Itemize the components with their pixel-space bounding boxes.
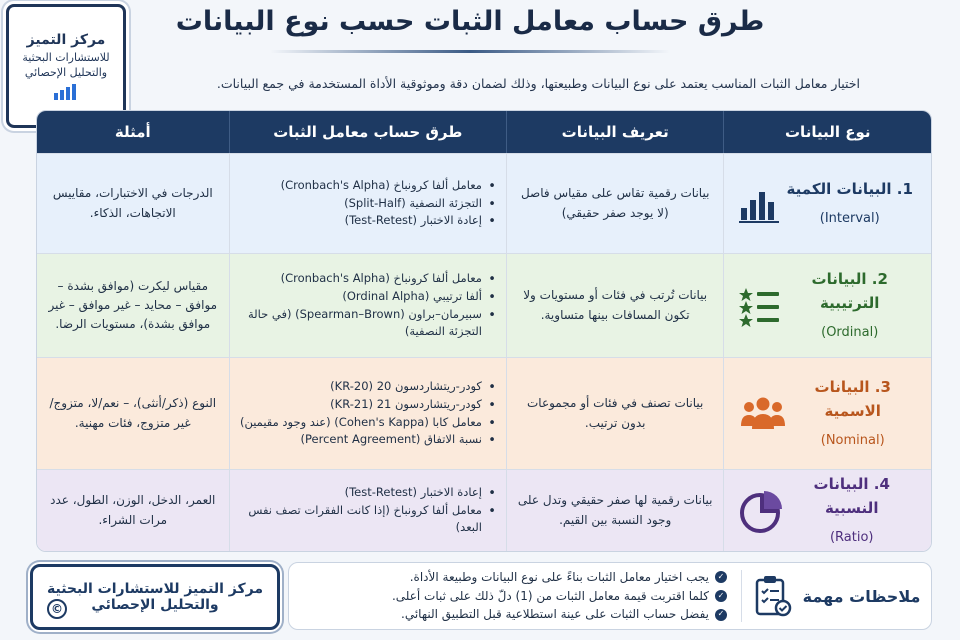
clipboard-check-icon: [753, 574, 793, 618]
methods-cell: [229, 254, 506, 357]
bar-chart-icon: [738, 184, 782, 224]
type-cell-ratio: [723, 470, 931, 551]
check-icon: ✓: [715, 609, 727, 621]
table-row: [37, 253, 931, 357]
method-item: • التجزئة النصفية (Split-Half): [240, 195, 496, 213]
note-item: [392, 605, 727, 624]
type-name: 2. البيانات الترتيبية: [811, 270, 888, 313]
type-name: 1. البيانات الكمية: [786, 180, 913, 199]
examples-cell: [37, 154, 229, 253]
notes-panel: [288, 562, 932, 630]
type-cell-ordinal: [723, 254, 931, 357]
note-text: يفضل حساب الثبات على عينة استطلاعية قبل التطبيق النهائي.: [401, 607, 709, 622]
methods-cell: [229, 358, 506, 469]
type-name: 4. البيانات النسبية: [813, 475, 890, 518]
method-item: • سبيرمان–براون (Spearman–Brown) (في حالة التجزئة النصفية): [240, 306, 496, 342]
header-examples: أمثلة: [114, 123, 151, 141]
pie-chart-icon: [738, 487, 786, 535]
method-item: • معامل ألفا كرونباخ (Cronbach's Alpha): [240, 270, 496, 288]
title-underline: [270, 50, 670, 53]
examples-text: مقياس ليكرت (موافق بشدة – موافق – محايد – غير موافق – غير موافق بشدة)، مستويات الرضا.: [48, 278, 218, 332]
examples-cell: [37, 358, 229, 469]
examples-text: النوع (ذكر/أنثى)، – نعم/لا، متزوج/غير متزوج، فئات مهنية.: [49, 396, 217, 430]
type-cell-interval: [723, 154, 931, 253]
badge-line-3: والتحليل الإحصائي: [24, 65, 108, 79]
header-definition: تعريف البيانات: [506, 111, 724, 153]
method-item: • معامل ألفا كرونباخ (إذا كانت الفقرات تصف نفس البعد): [240, 502, 496, 538]
footer-brand: [30, 564, 280, 630]
table-header: [37, 111, 931, 153]
method-item: • إعادة الاختبار (Test-Retest): [240, 484, 496, 502]
badge-line-1: مركز التميز: [26, 31, 106, 48]
type-name: 3. البيانات الاسمية: [814, 378, 891, 421]
notes-list: [392, 568, 741, 624]
examples-text: الدرجات في الاختبارات، مقاييس الاتجاهات، الذكاء.: [52, 186, 213, 220]
footer-line-2: والتحليل الإحصائي: [91, 597, 219, 613]
method-item: • إعادة الاختبار (Test-Retest): [240, 212, 496, 230]
note-text: يجب اختيار معامل الثبات بناءً على نوع البيانات وطبيعة الأداة.: [409, 570, 709, 585]
note-item: [392, 568, 727, 587]
badge-line-2: للاستشارات البحثية: [22, 50, 110, 64]
type-english: (Nominal): [820, 433, 885, 449]
methods-cell: [229, 154, 506, 253]
examples-cell: [37, 470, 229, 551]
footer-line-1: مركز التميز للاستشارات البحثية: [47, 581, 264, 597]
table-row: [37, 357, 931, 469]
notes-header: [741, 570, 931, 622]
type-english: (Ratio): [829, 530, 874, 546]
definition-cell: بيانات تصنف في فئات أو مجموعات بدون ترتيب.: [506, 358, 724, 469]
notes-title: ملاحظات مهمة: [802, 586, 921, 606]
method-item: • ألفا ترتيبي (Ordinal Alpha): [240, 288, 496, 306]
method-item: • كودر-ريتشاردسون 21 (KR-21): [240, 396, 496, 414]
page-title: طرق حساب معامل الثبات حسب نوع البيانات: [175, 6, 765, 37]
type-english: (Interval): [819, 211, 880, 227]
method-item: • معامل ألفا كرونباخ (Cronbach's Alpha): [240, 177, 496, 195]
method-item: • معامل كابا (Cohen's Kappa) (عند وجود مقيمين): [240, 414, 496, 432]
header-methods: طرق حساب معامل الثبات: [229, 111, 506, 153]
header-type: نوع البيانات: [723, 111, 931, 153]
intro-text: اختيار معامل الثبات المناسب يعتمد على نوع البيانات وطبيعتها، وذلك لضمان دقة وموثوقية الأداة المستخدمة في جمع البيانات.: [216, 76, 860, 91]
check-icon: ✓: [715, 571, 727, 583]
ranked-list-icon: [738, 284, 782, 328]
methods-cell: [229, 470, 506, 551]
definition-cell: بيانات رقمية تقاس على مقياس فاصل (لا يوجد صفر حقيقي): [506, 154, 724, 253]
examples-cell: [37, 254, 229, 357]
table-row: [37, 469, 931, 551]
examples-text: العمر، الدخل، الوزن، الطول، عدد مرات الشراء.: [50, 493, 216, 527]
definition-cell: بيانات تُرتب في فئات أو مستويات ولا تكون المسافات بينها متساوية.: [506, 254, 724, 357]
definition-cell: بيانات رقمية لها صفر حقيقي وتدل على وجود النسبة بين القيم.: [506, 470, 724, 551]
copyright-icon: ©: [47, 599, 67, 619]
type-english: (Ordinal): [821, 325, 879, 341]
badge-chart-icon: [52, 83, 80, 101]
reliability-table: [36, 110, 932, 552]
table-row: [37, 153, 931, 253]
note-item: [392, 587, 727, 606]
method-item: • كودر-ريتشاردسون 20 (KR-20): [240, 378, 496, 396]
type-cell-nominal: [723, 358, 931, 469]
people-group-icon: [738, 394, 788, 434]
method-item: • نسبة الاتفاق (Percent Agreement): [240, 431, 496, 449]
note-text: كلما اقتربت قيمة معامل الثبات من (1) دلّ ذلك على ثبات أعلى.: [391, 588, 709, 603]
check-icon: ✓: [715, 590, 727, 602]
